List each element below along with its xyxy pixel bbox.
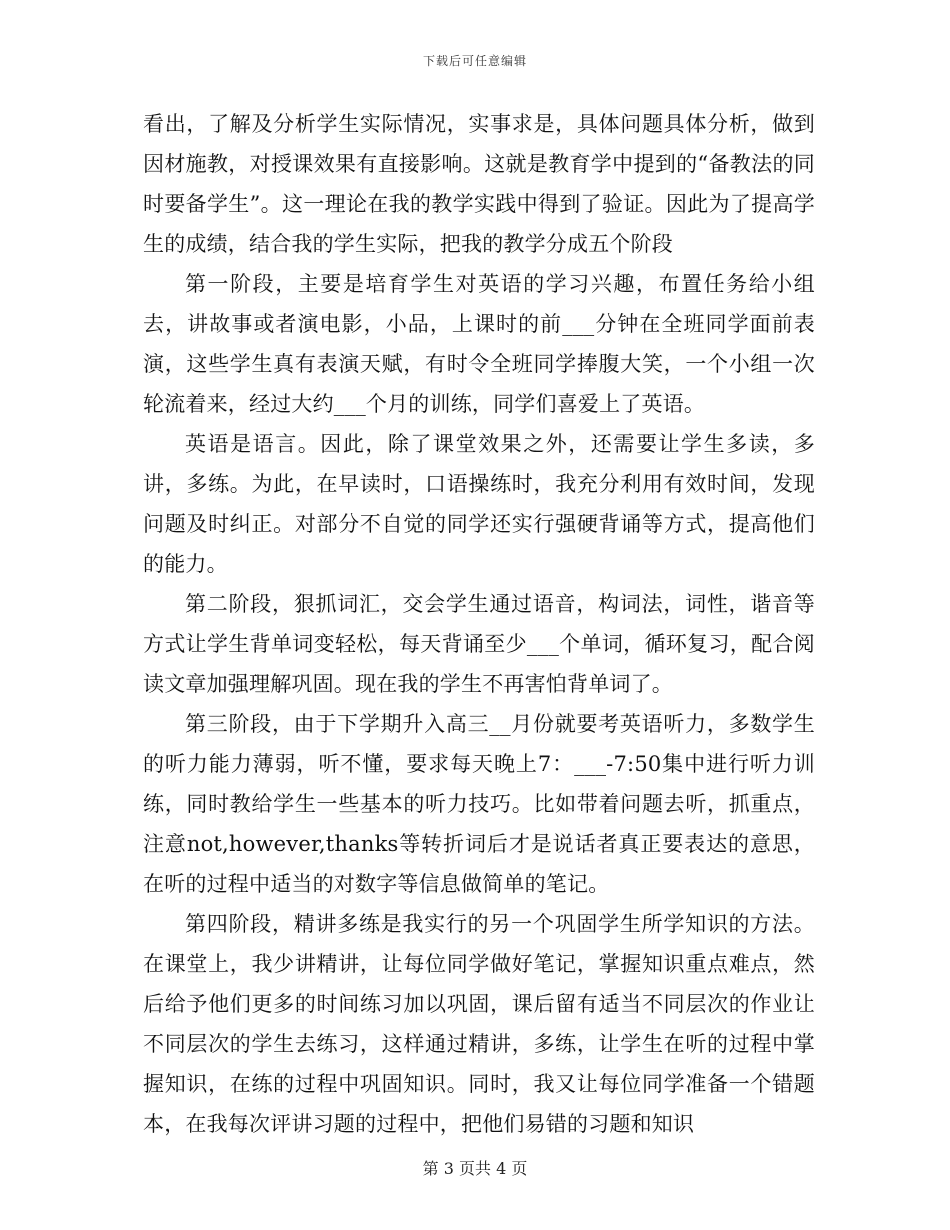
- document-body: [143, 104, 815, 1144]
- paragraph-6: 第四阶段，精讲多练是我实行的另一个巩固学生所学知识的方法。在课堂上，我少讲精讲，让每位同学做好笔记，掌握知识重点难点，然后给予他们更多的时间练习加以巩固，课后留有适当不同层次的作业让不同层次的学生去练习，这样通过精讲，多练，让学生在听的过程中掌握知识，在练的过程中巩固知识。同时，我又让每位同学准备一个错题本，在我每次评讲习题的过程中，把他们易错的习题和知识: [143, 912, 815, 1136]
- paragraph-2: 第一阶段，主要是培育学生对英语的学习兴趣，布置任务给小组去，讲故事或者演电影，小品，上课时的前___分钟在全班同学面前表演，这些学生真有表演天赋，有时令全班同学捧腹大笑，一个小组一次轮流着来，经过大约___个月的训练，同学们喜爱上了英语。: [143, 272, 815, 416]
- page-number-footer: 第 3 页共 4 页: [422, 1159, 528, 1178]
- page-header: 下载后可任意编辑: [422, 54, 527, 68]
- paragraph-4: 第二阶段，狠抓词汇，交会学生通过语音，构词法，词性，谐音等方式让学生背单词变轻松，每天背诵至少___个单词，循环复习，配合阅读文章加强理解巩固。现在我的学生不再害怕背单词了。: [143, 592, 815, 696]
- paragraph-5: 第三阶段，由于下学期升入高三__月份就要考英语听力，多数学生的听力能力薄弱，听不懂，要求每天晚上7：___-7:50集中进行听力训练，同时教给学生一些基本的听力技巧。比如带着问题去听，抓重点，注意not,however,thanks等转折词后才是说话者真正要表达的意思，在听的过程中适当的对数字等信息做简单的笔记。: [143, 712, 815, 896]
- paragraph-3: 英语是语言。因此，除了课堂效果之外，还需要让学生多读，多讲，多练。为此，在早读时，口语操练时，我充分利用有效时间，发现问题及时纠正。对部分不自觉的同学还实行强硬背诵等方式，提高他们的能力。: [143, 432, 815, 576]
- paragraph-1: 看出，了解及分析学生实际情况，实事求是，具体问题具体分析，做到因材施教，对授课效果有直接影响。这就是教育学中提到的“备教法的同时要备学生”。这一理论在我的教学实践中得到了验证。因此为了提高学生的成绩，结合我的学生实际，把我的教学分成五个阶段: [143, 112, 815, 256]
